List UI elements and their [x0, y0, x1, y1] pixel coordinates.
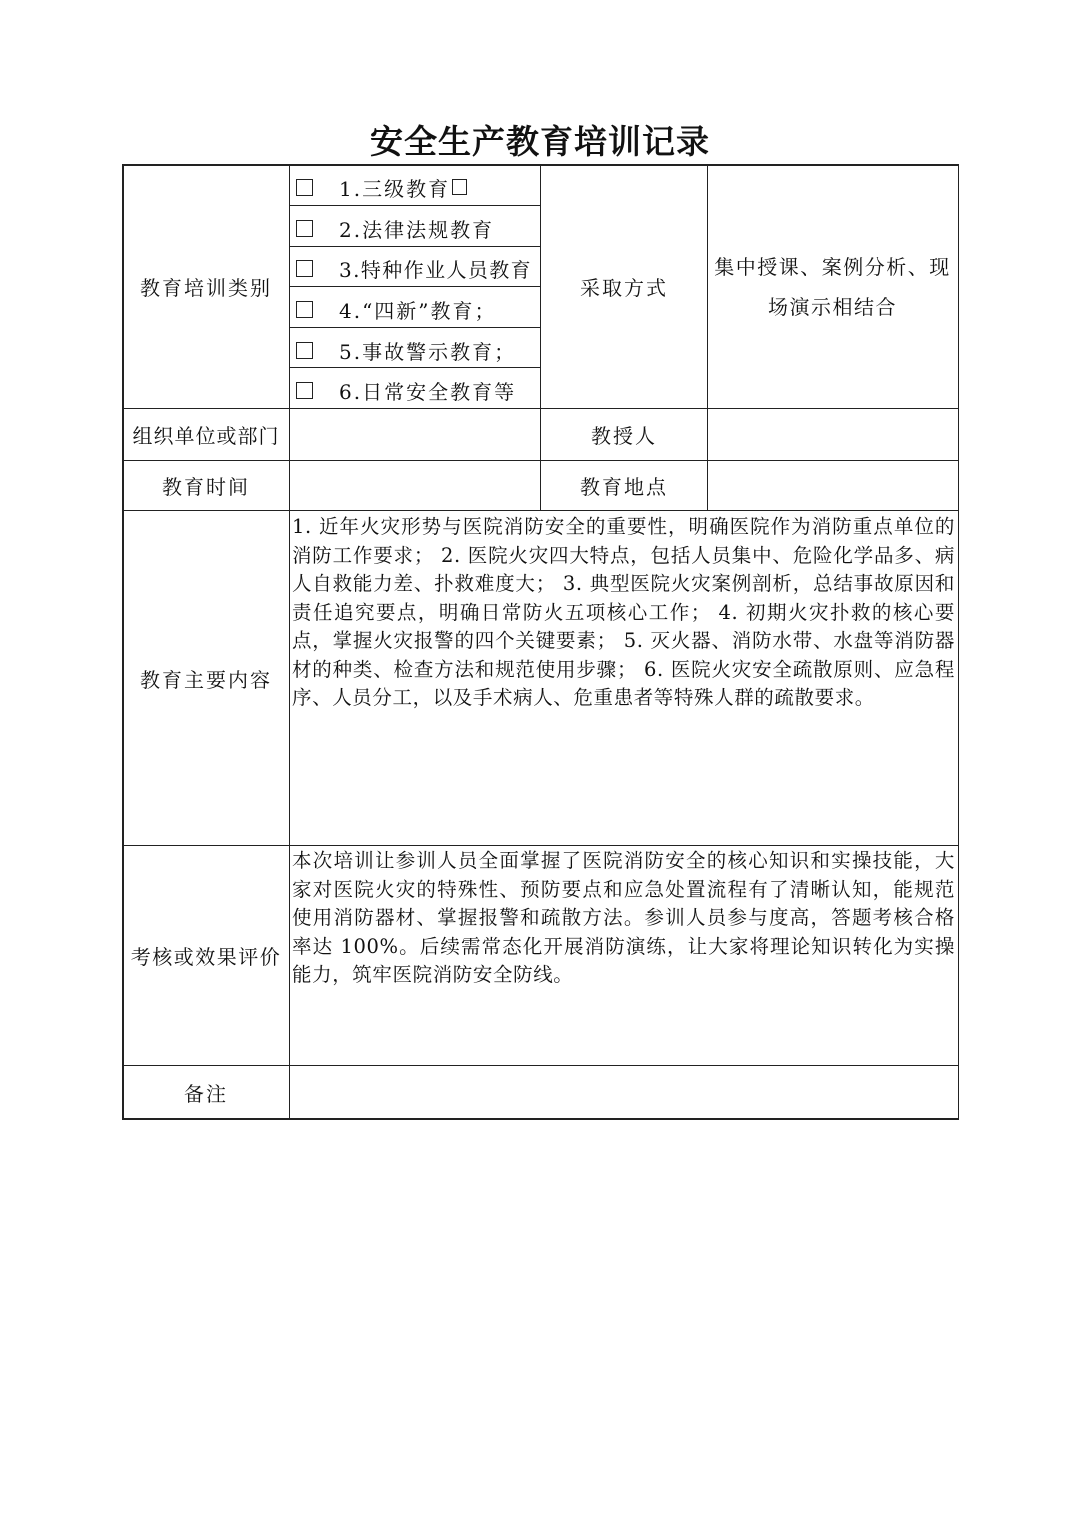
checkbox-icon[interactable]: [296, 260, 313, 277]
content-label: 教育主要内容: [140, 667, 272, 692]
checkbox-icon[interactable]: [296, 382, 313, 399]
category-option-label: 5.事故警示教育；: [339, 339, 517, 364]
category-option[interactable]: [290, 330, 540, 370]
organizer-value[interactable]: [290, 409, 540, 460]
place-value[interactable]: [708, 461, 957, 510]
category-option[interactable]: [290, 248, 540, 288]
time-label: 教育时间: [162, 475, 250, 499]
content-text: 1. 近年火灾形势与医院消防安全的重要性，明确医院作为消防重点单位的消防工作要求； 2. 医院火灾四大特点，包括人员集中、危险化学品多、病人自救能力差、扑救难度大； 3. 典型医院火灾案例剖析，总结事故原因和责任追究要点，明确日常防火五项核心工作； 4. 初期火灾扑救的核心要点，掌握火灾报警的四个关键要素； 5. 灭火器、消防水带、水盘等消防器材的种类、检查方法和规范使用步骤； 6. 医院火灾安全疏散原则、应急程序、人员分工，以及手术病人、危重患者等特殊人群的疏散要求。: [292, 515, 955, 709]
teacher-value[interactable]: [708, 409, 957, 460]
table-border-right: [958, 164, 960, 1119]
category-option-label: 3.特种作业人员教育: [339, 257, 533, 282]
page-title: 安全生产教育培训记录: [370, 122, 710, 161]
category-option[interactable]: [290, 167, 540, 207]
table-border-bottom: [122, 1118, 959, 1120]
checkbox-icon[interactable]: [296, 342, 313, 359]
place-label: 教育地点: [580, 475, 668, 499]
category-option-label: 4.“四新”教育；: [339, 298, 497, 323]
category-option-label: 2.法律法规教育: [339, 217, 495, 242]
method-value: 集中授课、案例分析、现场演示相结合: [714, 254, 951, 319]
checkbox-icon[interactable]: [296, 179, 313, 196]
remarks-label: 备注: [184, 1081, 228, 1106]
remarks-value[interactable]: [290, 1066, 957, 1118]
category-option-label: 1.三级教育: [339, 176, 451, 201]
checkbox-icon[interactable]: [296, 301, 313, 318]
category-option[interactable]: [290, 289, 540, 329]
evaluation-label: 考核或效果评价: [130, 945, 282, 969]
category-option-label: 6.日常安全教育等: [339, 379, 517, 404]
teacher-label: 教授人: [591, 424, 657, 448]
method-label: 采取方式: [580, 276, 668, 300]
category-option[interactable]: [290, 208, 540, 248]
category-label: 教育培训类别: [140, 276, 272, 300]
organizer-label: 组织单位或部门: [132, 424, 280, 448]
category-option[interactable]: [290, 370, 540, 410]
evaluation-text: 本次培训让参训人员全面掌握了医院消防安全的核心知识和实操技能，大家对医院火灾的特殊性、预防要点和应急处置流程有了清晰认知，能规范使用消防器材、掌握报警和疏散方法。参训人员参与度高，答题考核合格率达 100%。后续需常态化开展消防演练，让大家将理论知识转化为实操能力，筑牢医院消防安全防线。: [292, 849, 955, 986]
checkbox-icon[interactable]: [296, 220, 313, 237]
time-value[interactable]: [290, 461, 540, 510]
checkbox-icon[interactable]: [452, 179, 467, 195]
